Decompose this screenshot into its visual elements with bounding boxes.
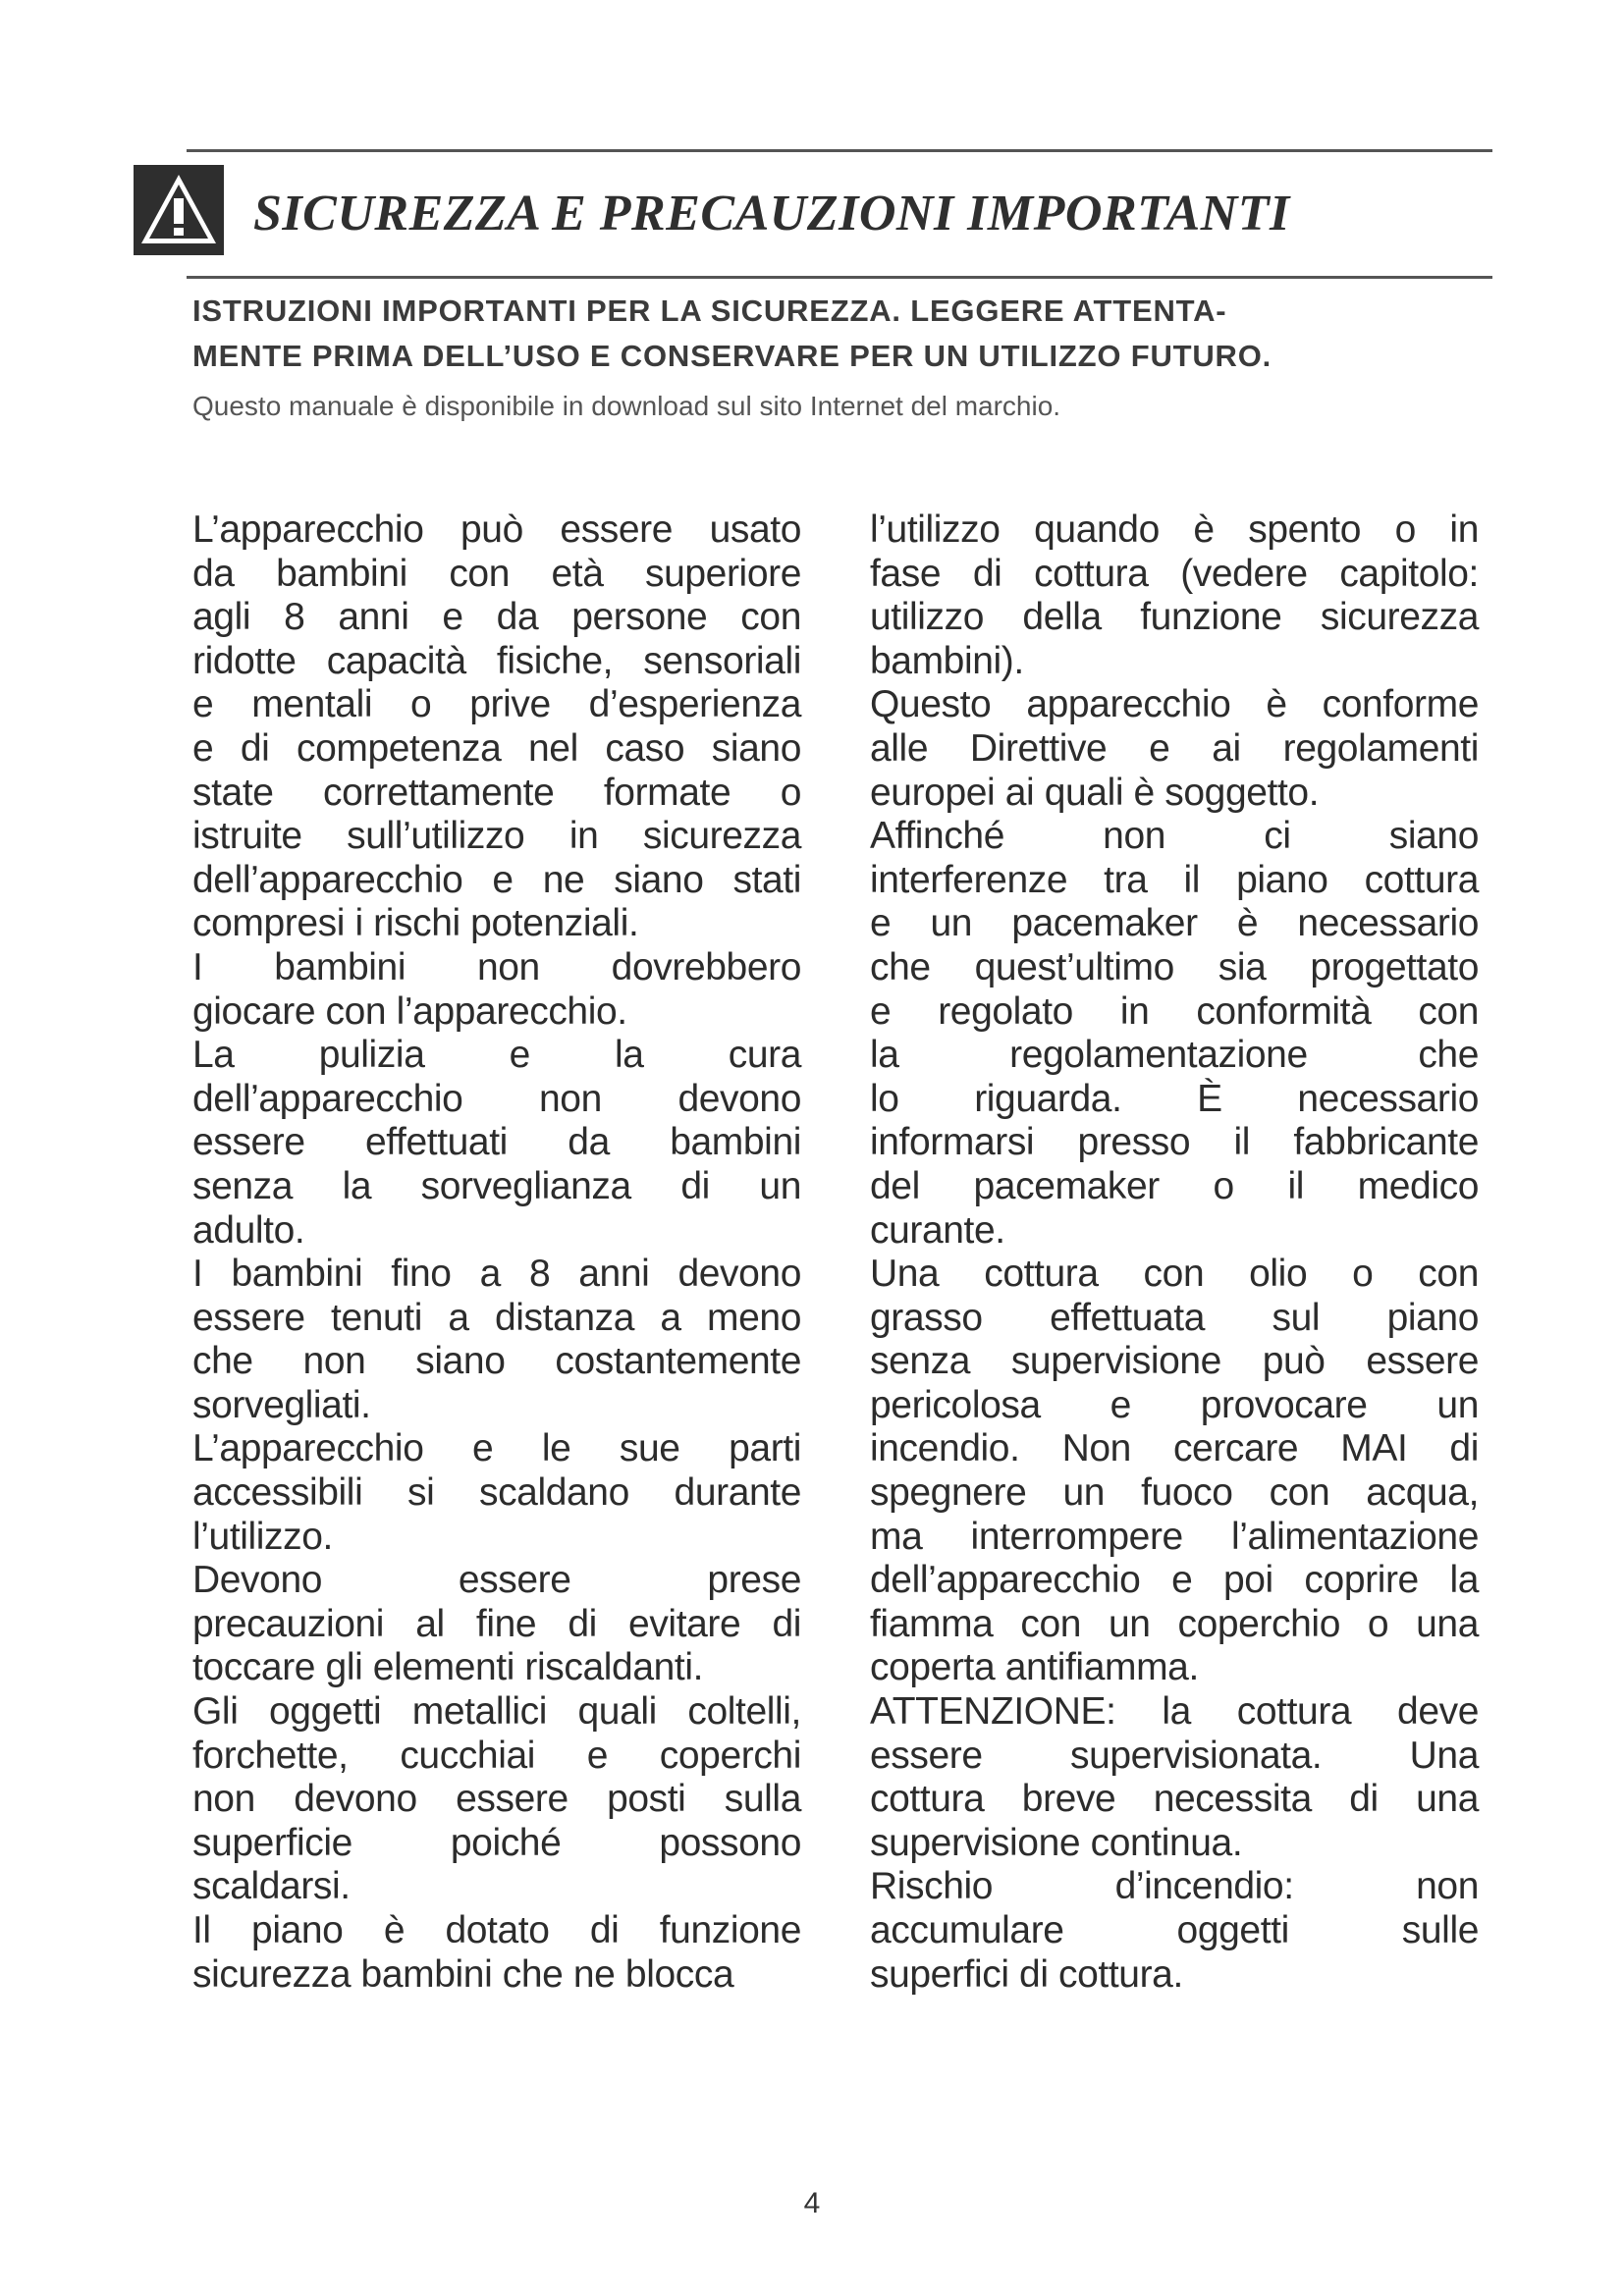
text-line: e regolato in conformità con [870, 989, 1479, 1033]
text-line: L’apparecchio e le sue parti [192, 1427, 801, 1470]
text-line: e di competenza nel caso siano [192, 726, 801, 770]
page-number: 4 [803, 2187, 821, 2219]
text-line: La pulizia e la cura [192, 1034, 801, 1077]
text-line: precauzioni al fine di evitare di [192, 1602, 801, 1645]
text-line: Una cottura con olio o con [870, 1253, 1479, 1296]
text-line: la regolamentazione che [870, 1034, 1479, 1077]
text-line: bambini). [870, 639, 1024, 682]
text-line: istruite sull’utilizzo in sicurezza [192, 815, 801, 858]
text-line: Affinché non ci siano [870, 815, 1479, 858]
text-line: l’utilizzo. [192, 1515, 333, 1558]
text-line: Devono essere prese [192, 1559, 801, 1602]
text-line: sorvegliati. [192, 1383, 371, 1426]
text-line: del pacemaker o il medico [870, 1164, 1479, 1207]
text-line: accumulare oggetti sulle [870, 1909, 1479, 1951]
text-line: adulto. [192, 1208, 305, 1252]
text-line: dell’apparecchio non devono [192, 1077, 801, 1120]
text-line: e un pacemaker è necessario [870, 902, 1479, 945]
text-line: ATTENZIONE: la cottura deve [870, 1690, 1479, 1734]
text-line: Rischio d’incendio: non [870, 1865, 1479, 1908]
text-line: cottura breve necessita di una [870, 1778, 1479, 1821]
right-column [870, 508, 1479, 1997]
text-line: l’utilizzo quando è spento o in [870, 508, 1479, 551]
text-line: compresi i rischi potenziali. [192, 902, 639, 945]
text-line: scaldarsi. [192, 1865, 351, 1908]
text-line: e mentali o prive d’esperienza [192, 683, 801, 726]
text-line: da bambini con età superiore [192, 552, 801, 595]
important-instructions [192, 289, 1479, 379]
text-line: accessibili si scaldano durante [192, 1471, 801, 1515]
text-line: spegnere un fuoco con acqua, [870, 1471, 1479, 1515]
text-line: Il piano è dotato di funzione [192, 1909, 801, 1951]
text-line: che non siano costantemente [192, 1340, 801, 1383]
text-line: dell’apparecchio e poi coprire la [870, 1559, 1479, 1602]
text-line: europei ai quali è soggetto. [870, 771, 1320, 814]
text-line: L’apparecchio può essere usato [192, 508, 801, 551]
text-line: essere supervisionata. Una [870, 1734, 1479, 1777]
instructions-line: ISTRUZIONI IMPORTANTI PER LA SICUREZZA. LEGGERE ATTENTA- [192, 294, 1227, 328]
top-rule [187, 149, 1492, 152]
text-line: essere tenuti a distanza a meno [192, 1296, 801, 1339]
text-line: coperta antifiamma. [870, 1646, 1199, 1689]
text-line: informarsi presso il fabbricante [870, 1121, 1479, 1164]
text-line: alle Direttive e ai regolamenti [870, 726, 1479, 770]
text-line: superfici di cottura. [870, 1952, 1183, 1996]
text-line: utilizzo della funzione sicurezza [870, 596, 1479, 639]
text-line: Gli oggetti metallici quali coltelli, [192, 1690, 801, 1734]
text-line: giocare con l’apparecchio. [192, 989, 627, 1033]
text-line: I bambini fino a 8 anni devono [192, 1253, 801, 1296]
text-line: che quest’ultimo sia progettato [870, 945, 1479, 988]
left-column [192, 508, 801, 1997]
text-line: lo riguarda. È necessario [870, 1077, 1479, 1120]
text-line: Questo apparecchio è conforme [870, 683, 1479, 726]
text-line: agli 8 anni e da persone con [192, 596, 801, 639]
text-line: incendio. Non cercare MAI di [870, 1427, 1479, 1470]
text-line: non devono essere posti sulla [192, 1778, 801, 1821]
text-line: forchette, cucchiai e coperchi [192, 1734, 801, 1777]
text-line: I bambini non dovrebbero [192, 945, 801, 988]
text-line: ma interrompere l’alimentazione [870, 1515, 1479, 1558]
text-line: senza la sorveglianza di un [192, 1164, 801, 1207]
text-line: toccare gli elementi riscaldanti. [192, 1646, 704, 1689]
text-line: pericolosa e provocare un [870, 1383, 1479, 1426]
text-line: curante. [870, 1208, 1005, 1252]
instructions-line: MENTE PRIMA DELL’USO E CONSERVARE PER UN UTILIZZO FUTURO. [192, 339, 1272, 373]
text-line: senza supervisione può essere [870, 1340, 1479, 1383]
title-underline [187, 276, 1492, 279]
text-line: ridotte capacità fisiche, sensoriali [192, 639, 801, 682]
text-line: interferenze tra il piano cottura [870, 858, 1479, 901]
text-line: superficie poiché possono [192, 1821, 801, 1864]
text-line: state correttamente formate o [192, 771, 801, 814]
page-title: SICUREZZA E PRECAUZIONI IMPORTANTI [253, 186, 1290, 241]
download-note: Questo manuale è disponibile in download sul sito Internet del marchio. [192, 391, 1061, 421]
text-line: grasso effettuata sul piano [870, 1296, 1479, 1339]
text-line: sicurezza bambini che ne blocca [192, 1952, 734, 1996]
text-line: fase di cottura (vedere capitolo: [870, 552, 1479, 595]
text-line: dell’apparecchio e ne siano stati [192, 858, 801, 901]
warning-icon [134, 165, 224, 255]
text-line: fiamma con un coperchio o una [870, 1602, 1479, 1645]
text-line: essere effettuati da bambini [192, 1121, 801, 1164]
text-line: supervisione continua. [870, 1821, 1243, 1864]
